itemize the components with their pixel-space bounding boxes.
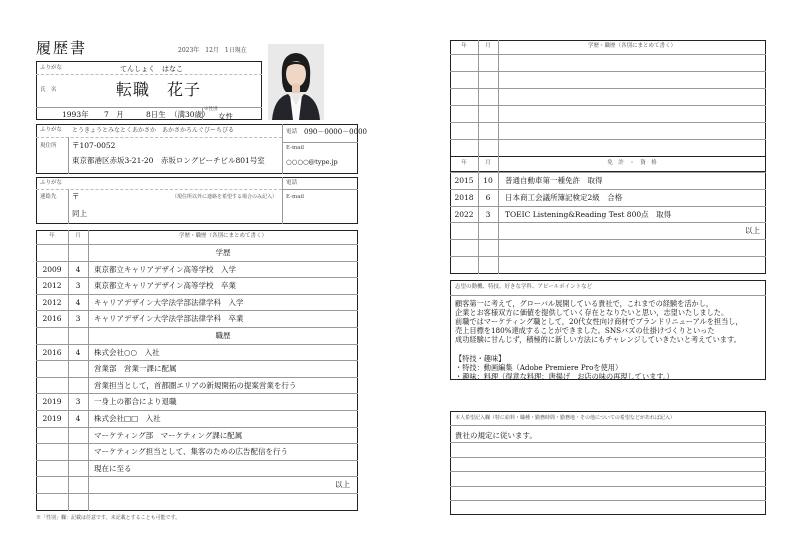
history-col-content: 学歴・職歴（各別にまとめて書く）: [178, 233, 267, 239]
request-row-line: [450, 500, 766, 501]
contact-value: 同上: [72, 209, 87, 218]
history-text: 職歴: [215, 331, 231, 340]
licenses-col-month: 月: [485, 160, 491, 166]
requests-label: 本人希望記入欄（特に給料・職種・勤務時間・勤務地・その他についての希望などがあれば記入）: [455, 415, 675, 421]
full-name: 転職 花子: [116, 80, 202, 99]
motivation-line: 売上目標を180%達成することができました。SNSバズの仕掛けづくりといった: [455, 326, 715, 336]
phone-number: 090－0000－0000: [304, 128, 367, 136]
history-text: 東京都立キャリアデザイン高等学校 入学: [94, 264, 236, 274]
gender-label: ※性別: [204, 107, 218, 112]
address-text: 東京都港区赤坂3-21-20 赤坂ロングビーチビル801号室: [72, 156, 265, 165]
history-text: 株式会社○○ 入社: [94, 347, 160, 357]
license-row-line: [450, 239, 766, 240]
birth-year: 1993年: [62, 110, 89, 119]
request-row-line: [450, 486, 766, 487]
history2-row-line: [450, 54, 766, 55]
license-text: TOEIC Listening&Reading Test 800点 取得: [505, 209, 672, 219]
requests-value: 貴社の規定に従います。: [455, 431, 537, 440]
history-month: 3: [75, 397, 81, 407]
motivation-line: ・特技：動画編集（Adobe Premiere Proを使用）: [455, 362, 623, 372]
address-furigana-label: ふりがな: [40, 127, 63, 133]
license-year: 2022: [454, 209, 474, 219]
license-row-line: [450, 206, 766, 207]
email-label: E-mail: [286, 145, 304, 151]
history-year: 2012: [42, 281, 62, 291]
request-row-line: [450, 471, 766, 472]
history-row-line: [36, 360, 358, 361]
gender: 女性: [218, 112, 233, 121]
resume-title: 履歴書: [36, 39, 88, 57]
birth-day: 8日生: [146, 110, 166, 119]
history-year: 2019: [42, 414, 62, 423]
history-row-line: [36, 327, 358, 328]
contact-label: 連絡先: [40, 194, 57, 200]
history2-row-line: [450, 88, 766, 89]
furigana-label: ふりがな: [40, 65, 63, 71]
history-text: マーケティング担当として、集客のための広告配信を行う: [94, 447, 288, 457]
history-row-line: [36, 410, 358, 411]
license-month: 10: [483, 176, 493, 185]
history-text: 学歴: [215, 248, 231, 257]
contact-furigana-label: ふりがな: [40, 180, 63, 186]
history-month: 3: [75, 281, 81, 291]
birth-month: 7 月: [104, 110, 124, 119]
licenses-col-year: 年: [461, 160, 467, 166]
history-text: 以上: [335, 480, 350, 490]
request-row-line: [450, 442, 766, 443]
history-month: 4: [75, 297, 81, 307]
license-text: 日本商工会議所簿記検定2級 合格: [505, 192, 623, 202]
history-row-line: [36, 377, 358, 378]
phone-label: 電話: [286, 129, 298, 135]
history-text: キャリアデザイン大学法学部法律学科 卒業: [94, 314, 244, 324]
license-year: 2015: [454, 176, 474, 185]
motivation-line: 前職ではマーケティング職として，20代女性向け商材でブランドリニューアルを担当し，: [455, 317, 743, 327]
history-row-line: [36, 460, 358, 461]
history-month: 4: [75, 414, 81, 423]
motivation-line: 【特技・趣味】: [455, 353, 506, 363]
address-label: 現住所: [40, 143, 57, 149]
history-row-line: [36, 244, 358, 245]
contact-zip: 〒: [72, 192, 80, 201]
history-text: マーケティング部 マーケティング課に配属: [94, 430, 243, 440]
history-year: 2012: [42, 297, 62, 307]
history-month: 4: [75, 347, 81, 357]
name-furigana: てんしょく はなこ: [120, 65, 183, 73]
history-text: 営業部 営業一課に配属: [94, 364, 177, 374]
history-row-line: [36, 277, 358, 278]
history-row-line: [36, 344, 358, 345]
history-text: 一身上の都合により退職: [94, 397, 177, 407]
footnote: ※「性別」欄：記載は任意です。未記載とすることも可能です。: [36, 515, 181, 521]
motivation-line: 顧客第一に考えて，グローバル展開している貴社で，これまでの経験を活かし，: [455, 299, 714, 308]
license-row-line: [450, 222, 766, 223]
history-year: 2016: [42, 314, 62, 324]
history-col-month: 月: [75, 233, 81, 239]
history-row-line: [36, 427, 358, 428]
history-text: 現在に至る: [94, 463, 132, 473]
name-label: 氏 名: [40, 87, 57, 93]
history-text: 営業担当として，首都圏エリアの新規開拓の提案営業を行う: [94, 380, 297, 390]
history2-col-month: 月: [485, 43, 491, 49]
history2-row-line: [450, 122, 766, 123]
email-address: ○○○○@type.jp: [286, 158, 338, 166]
history-row-line: [36, 476, 358, 477]
license-text: 以上: [745, 226, 760, 236]
motivation-line: ・趣味：料理（得意な料理：唐揚げ お店の味の再現しています。）: [455, 371, 674, 381]
license-month: 6: [485, 192, 491, 202]
contact-note: （現住所以外に連絡を希望する場合のみ記入）: [172, 194, 278, 200]
history-text: キャリアデザイン大学法学部法律学科 入学: [94, 297, 244, 307]
address-furigana: とうきょうとみなとくあかさか あかさかろんぐびーちびる: [72, 127, 235, 134]
license-row-line: [450, 256, 766, 257]
contact-phone-label: 電話: [286, 180, 298, 186]
contact-email-label: E-mail: [286, 194, 304, 200]
history2-col-content: 学歴・職歴（各別にまとめて書く）: [587, 43, 676, 49]
motivation-line: 企業とお客様双方に価値を提供していく存在となりたいと思い，志望いたしました。: [455, 308, 729, 318]
history-row-line: [36, 294, 358, 295]
portrait-photo: [268, 44, 324, 120]
history2-row-line: [450, 71, 766, 72]
history-row-line: [36, 443, 358, 444]
history2-row-line: [450, 139, 766, 140]
history-row-line: [36, 493, 358, 494]
license-text: 普通自動車第一種免許 取得: [505, 176, 603, 185]
history-text: 東京都立キャリアデザイン高等学校 卒業: [94, 281, 236, 291]
history-row-line: [36, 310, 358, 311]
history-month: 3: [75, 314, 81, 324]
license-month: 3: [485, 209, 491, 219]
age: （満30歳）: [170, 110, 210, 119]
motivation-label: 志望の動機、特技、好きな学科、アピールポイントなど: [455, 284, 593, 290]
history-row-line: [36, 393, 358, 394]
history-col-year: 年: [49, 233, 55, 239]
history-month: 4: [75, 264, 81, 274]
history-row-line: [36, 261, 358, 262]
history-year: 2009: [42, 264, 62, 274]
license-row-line: [450, 172, 766, 173]
motivation-line: 成功経験に甘んじず，積極的に新しい方法にもチャレンジしていきたいと考えています。: [455, 335, 741, 345]
license-row-line: [450, 189, 766, 190]
request-row-line: [450, 457, 766, 458]
license-year: 2018: [454, 192, 474, 202]
licenses-col-content: 免 許 ・ 資 格: [607, 160, 657, 166]
history-text: 株式会社□□ 入社: [94, 414, 161, 423]
resume-date: 2023年 12月 1日現在: [178, 47, 247, 54]
history-year: 2016: [42, 347, 62, 357]
history2-row-line: [450, 105, 766, 106]
history2-col-year: 年: [461, 43, 467, 49]
history-year: 2019: [42, 397, 62, 407]
address-zip: 〒107-0052: [72, 141, 116, 150]
